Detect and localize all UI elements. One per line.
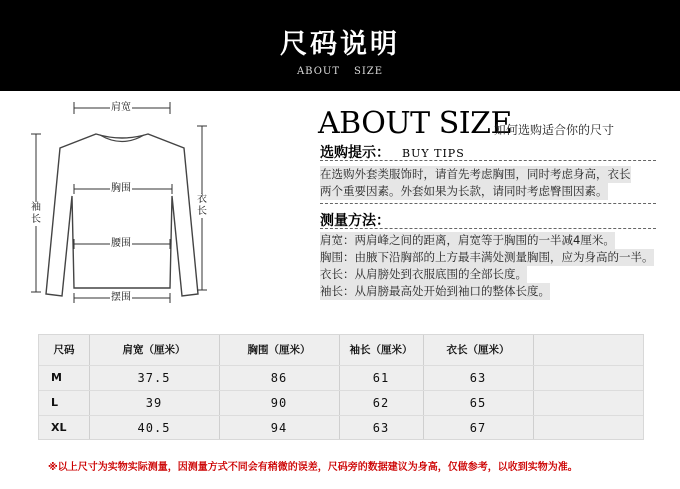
divider — [320, 160, 656, 161]
measure-line: 肩宽：两肩峰之间的距离，肩宽等于胸围的一半减4厘米。 — [320, 233, 615, 247]
table-cell: 86 — [270, 371, 288, 385]
tip-line: 在选购外套类服饰时，请首先考虑胸围，同时考虑身高，衣长 — [320, 167, 631, 181]
table-cell: 37.5 — [137, 371, 171, 385]
subtitle-about: ABOUT — [296, 66, 340, 77]
measurement-note: ※以上尺寸为实物实际测量，因测量方式不同会有稍微的误差，尺码旁的数据建议为身高，仅做参考，以收到实物为准。 — [48, 462, 578, 473]
buy-tips-tag: BUY TIPS — [402, 147, 465, 160]
sleeve-label: 袖长 — [31, 202, 41, 225]
measure-heading: 测量方法： — [320, 213, 390, 229]
shirt-outline-illustration — [22, 98, 222, 318]
measure-method-text — [320, 232, 680, 300]
header-shoulder: 肩宽（厘米） — [122, 344, 186, 356]
divider — [320, 203, 656, 204]
length-label: 衣长 — [197, 194, 207, 217]
table-cell: 63 — [372, 421, 390, 435]
header-chest: 胸围（厘米） — [247, 344, 311, 356]
table-cell: 62 — [372, 396, 390, 410]
header-sleeve: 袖长（厘米） — [349, 344, 413, 356]
header-banner — [0, 0, 680, 91]
divider — [320, 228, 656, 229]
table-cell: 94 — [270, 421, 288, 435]
size-table — [38, 334, 644, 440]
table-cell: 40.5 — [137, 421, 171, 435]
tip-line: 两个重要因素。外套如果为长款，请同时考虑臀围因素。 — [320, 184, 608, 198]
measure-line: 袖长：从肩膀最高处开始到袖口的整体长度。 — [320, 284, 550, 298]
chest-label: 胸围 — [111, 183, 131, 194]
about-size-subtitle: 如何选购适合你的尺寸 — [494, 123, 615, 137]
table-cell: 63 — [469, 371, 487, 385]
table-cell: 90 — [270, 396, 288, 410]
about-size-heading: ABOUT SIZE — [318, 106, 512, 141]
header-size: 尺码 — [53, 344, 75, 356]
measure-line: 衣长：从肩膀处到衣服底围的全部长度。 — [320, 267, 527, 281]
buy-tips-heading — [320, 142, 465, 162]
hem-label: 摆围 — [111, 292, 131, 303]
table-row-size: L — [51, 396, 59, 409]
header-length: 衣长（厘米） — [446, 344, 510, 356]
page-subtitle — [0, 66, 680, 77]
garment-diagram — [22, 98, 222, 318]
table-cell: 67 — [469, 421, 487, 435]
table-row-size: M — [51, 371, 62, 384]
buy-tips-text — [320, 166, 660, 200]
buy-tips-title: 选购提示： — [320, 145, 390, 161]
table-cell: 65 — [469, 396, 487, 410]
table-row-size: XL — [51, 421, 67, 434]
waist-label: 腰围 — [111, 238, 131, 249]
page-title: 尺码说明 — [280, 29, 400, 60]
subtitle-size: SIZE — [354, 66, 384, 77]
measure-line: 胸围：由腋下沿胸部的上方最丰满处测量胸围，应为身高的一半。 — [320, 250, 654, 264]
table-cell: 61 — [372, 371, 390, 385]
shoulder-label: 肩宽 — [111, 102, 131, 113]
table-cell: 39 — [145, 396, 163, 410]
